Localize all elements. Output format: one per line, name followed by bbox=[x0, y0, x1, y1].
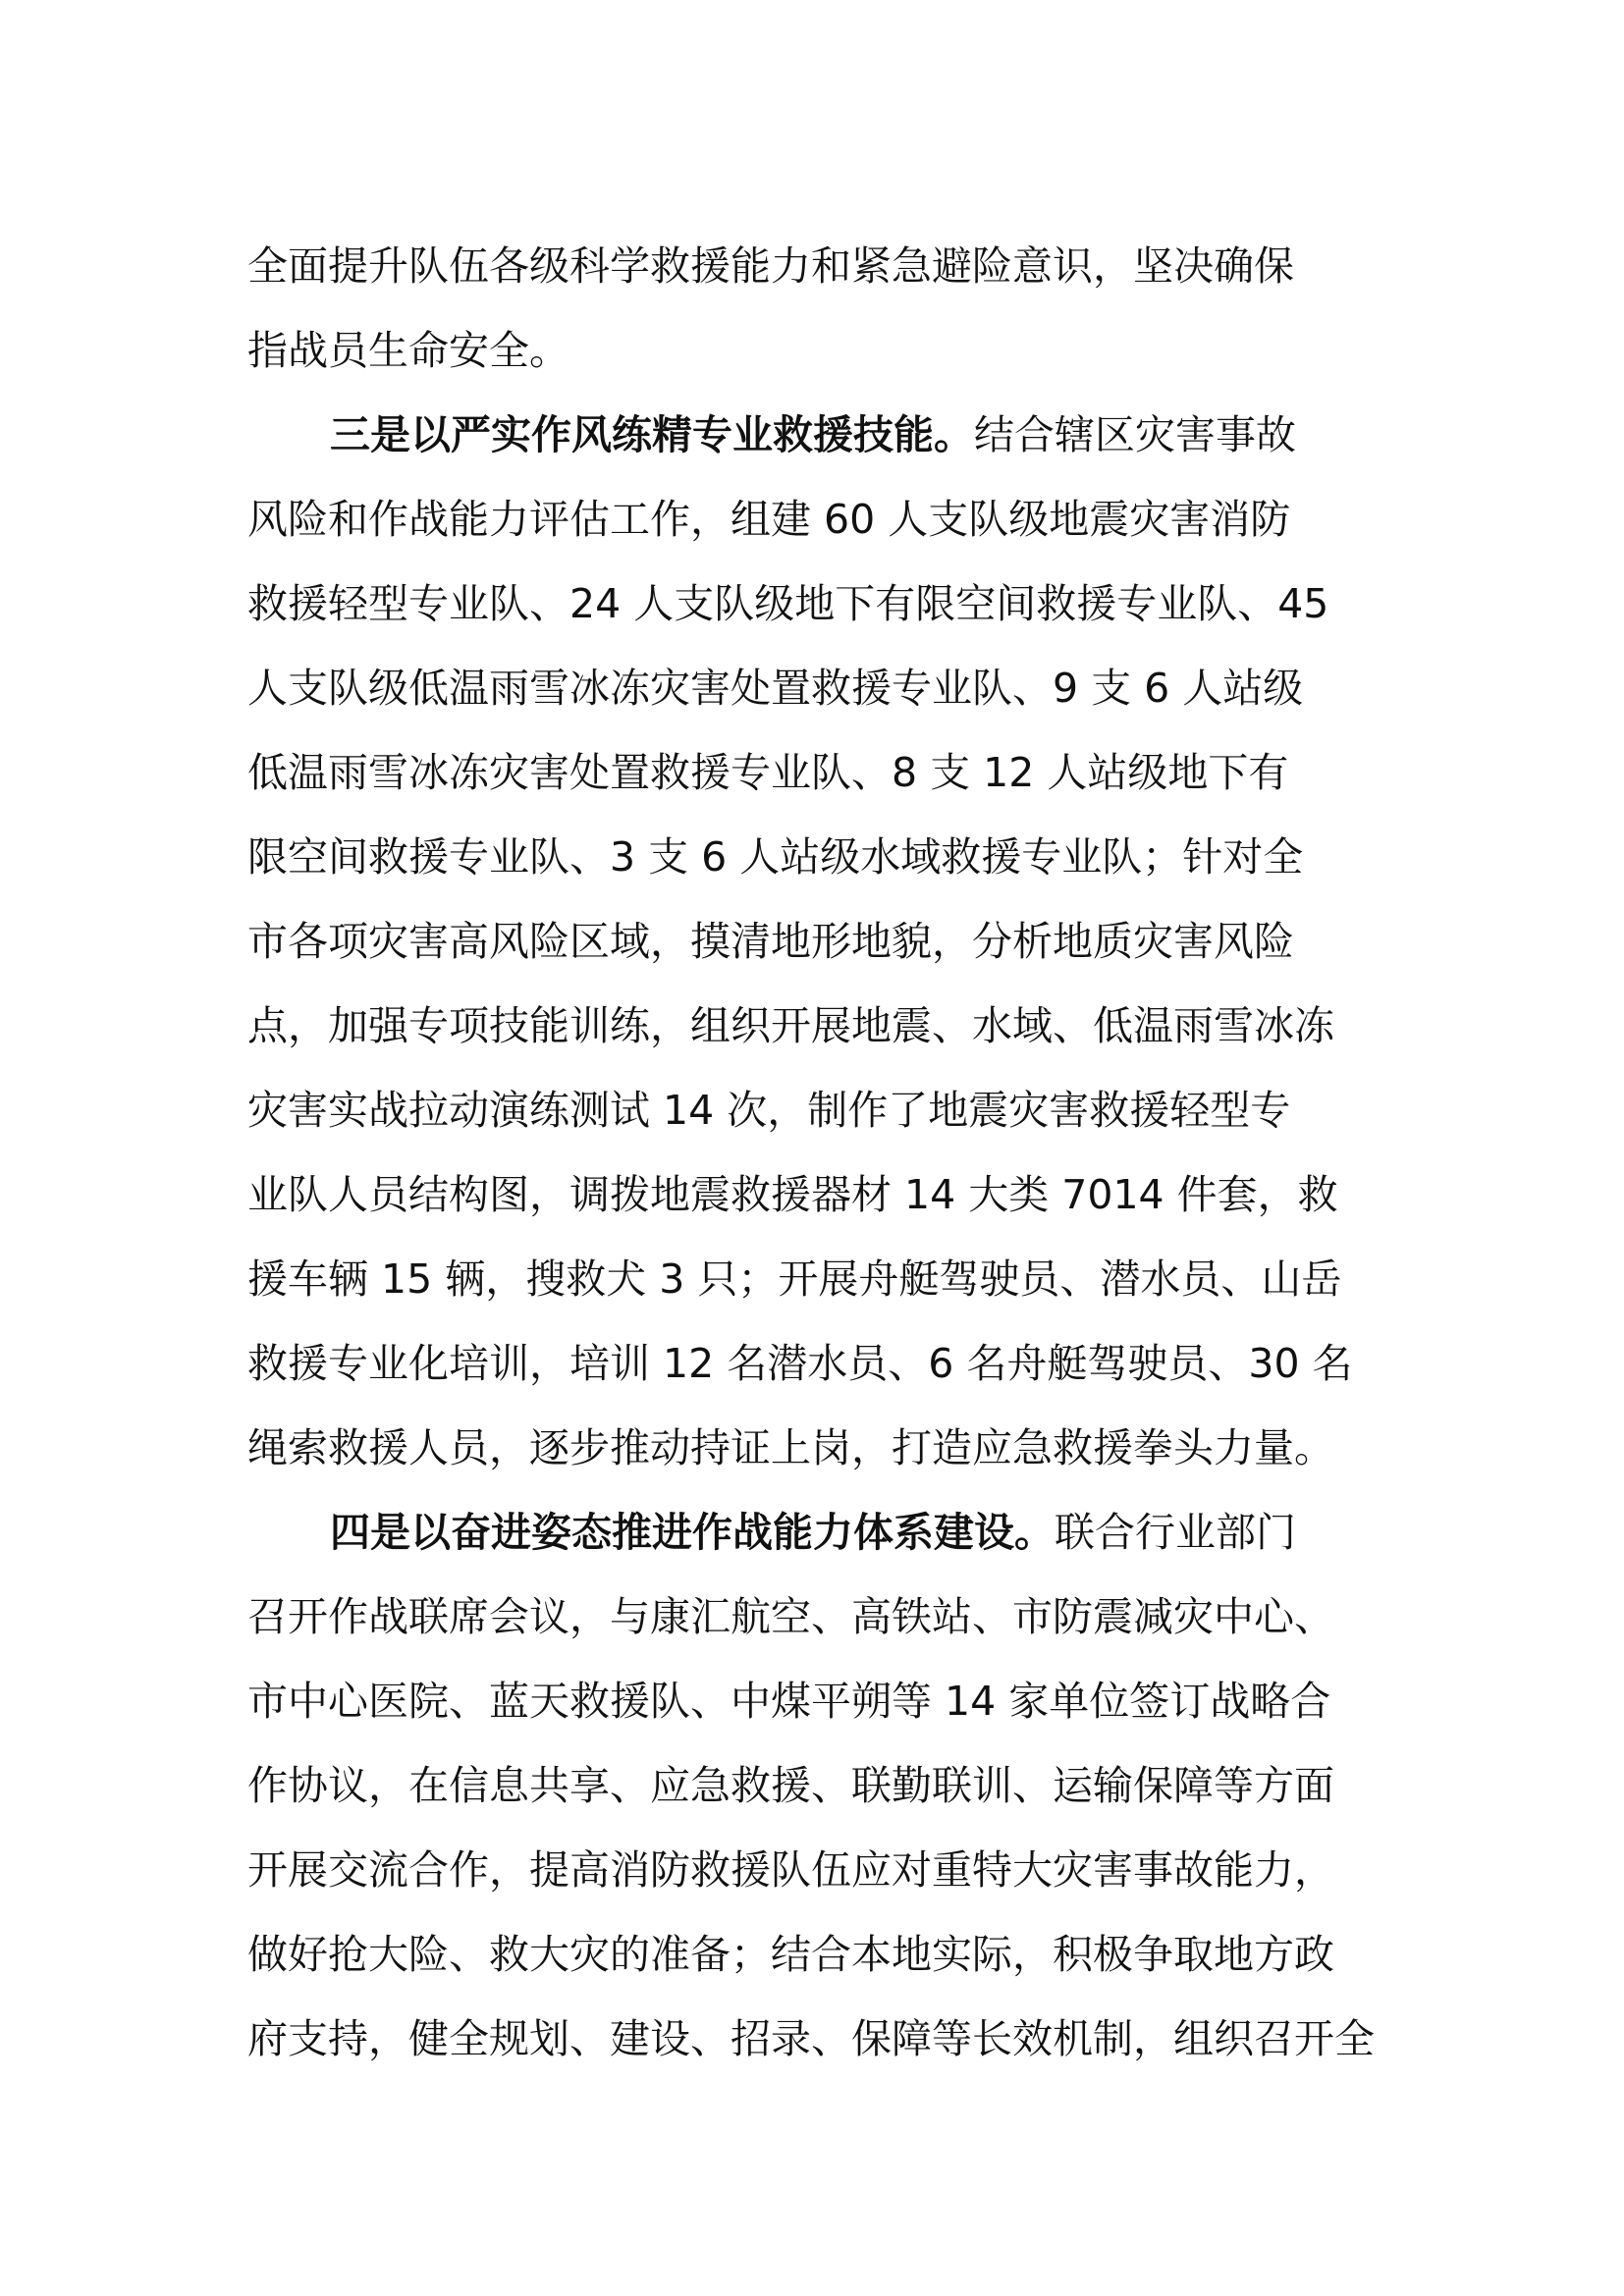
para2-line: 人支队级低温雨雪冰冻灾害处置救援专业队、9 支 6 人站级 bbox=[247, 665, 1304, 712]
para1-line-1: 全面提升队伍各级科学救援能力和紧急避险意识，坚决确保 bbox=[247, 242, 1294, 290]
para3-heading: 四是以奋进姿态推进作战能力体系建设。 bbox=[330, 1509, 1055, 1556]
para2-line: 点，加强专项技能训练，组织开展地震、水域、低温雨雪冰冻 bbox=[247, 1002, 1334, 1049]
para2-line: 风险和作战能力评估工作，组建 60 人支队级地震灾害消防 bbox=[247, 496, 1291, 543]
para2-heading: 三是以严实作风练精专业救援技能。 bbox=[330, 411, 974, 458]
para2-line: 救援轻型专业队、24 人支队级地下有限空间救援专业队、45 bbox=[247, 580, 1329, 627]
para3-first-rest: 联合行业部门 bbox=[1055, 1509, 1296, 1556]
document-body bbox=[247, 224, 1402, 2081]
para3-line: 召开作战联席会议，与康汇航空、高铁站、市防震减灾中心、 bbox=[247, 1593, 1334, 1640]
para2-first-rest: 结合辖区灾害事故 bbox=[974, 411, 1296, 458]
para2-line: 市各项灾害高风险区域，摸清地形地貌，分析地质灾害风险 bbox=[247, 918, 1294, 965]
para3-line: 市中心医院、蓝天救援队、中煤平朔等 14 家单位签订战略合 bbox=[247, 1678, 1331, 1725]
para3-line: 做好抢大险、救大灾的准备；结合本地实际，积极争取地方政 bbox=[247, 1931, 1334, 1978]
para1-line-2: 指战员生命安全。 bbox=[247, 327, 569, 374]
para3-line: 开展交流合作，提高消防救援队伍应对重特大灾害事故能力， bbox=[247, 1846, 1334, 1894]
para2-line: 援车辆 15 辆，搜救犬 3 只；开展舟艇驾驶员、潜水员、山岳 bbox=[247, 1255, 1342, 1303]
para2-first-line bbox=[247, 393, 1402, 477]
para2-line: 救援专业化培训，培训 12 名潜水员、6 名舟艇驾驶员、30 名 bbox=[247, 1340, 1353, 1387]
para3-line: 府支持，健全规划、建设、招录、保障等长效机制，组织召开全 bbox=[247, 2015, 1375, 2062]
para3-first-line bbox=[247, 1490, 1402, 1575]
para3-line: 作协议，在信息共享、应急救援、联勤联训、运输保障等方面 bbox=[247, 1762, 1334, 1809]
para2-line: 业队人员结构图，调拨地震救援器材 14 大类 7014 件套，救 bbox=[247, 1171, 1338, 1218]
para2-line: 灾害实战拉动演练测试 14 次，制作了地震灾害救援轻型专 bbox=[247, 1087, 1291, 1134]
para2-line: 限空间救援专业队、3 支 6 人站级水域救援专业队；针对全 bbox=[247, 833, 1304, 881]
para2-line: 低温雨雪冰冻灾害处置救援专业队、8 支 12 人站级地下有 bbox=[247, 749, 1289, 796]
para2-line: 绳索救援人员，逐步推动持证上岗，打造应急救援拳头力量。 bbox=[247, 1424, 1334, 1471]
